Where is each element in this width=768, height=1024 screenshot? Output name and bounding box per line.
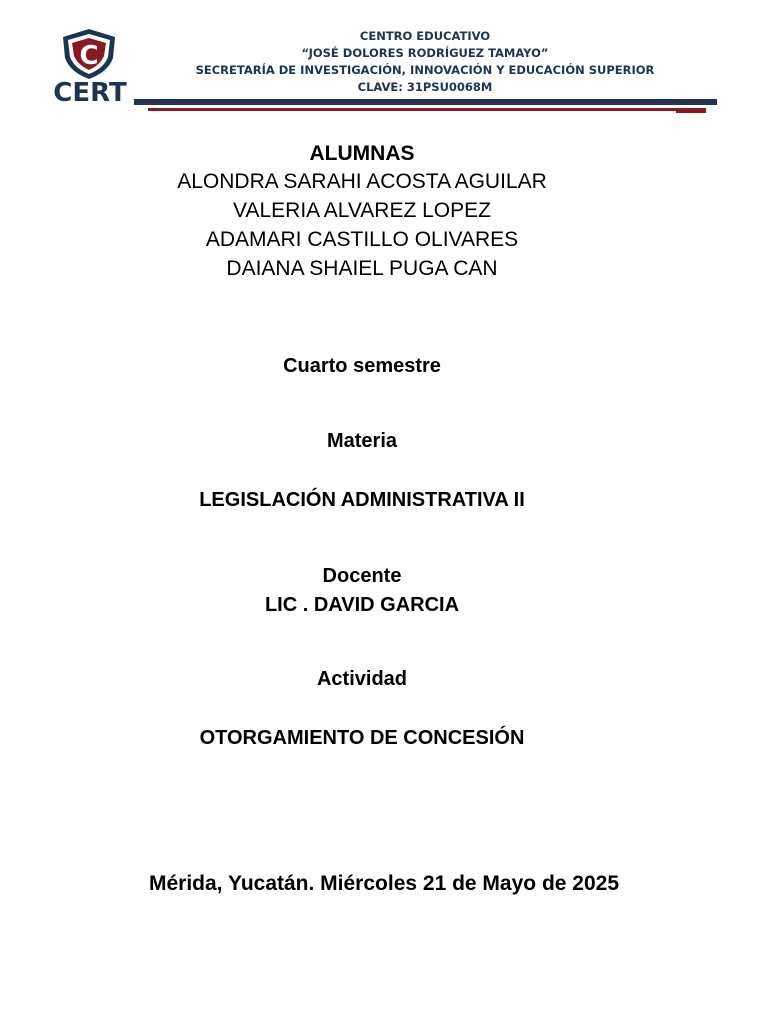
students-list bbox=[0, 167, 746, 283]
activity-value: OTORGAMIENTO DE CONCESIÓN bbox=[199, 727, 525, 749]
header-divider-blue bbox=[134, 99, 717, 105]
header-divider-red-accent bbox=[676, 108, 706, 113]
semester: Cuarto semestre bbox=[283, 355, 441, 377]
school-line: CLAVE: 31PSU0068M bbox=[357, 80, 493, 94]
student-name: VALERIA ALVAREZ LOPEZ bbox=[233, 199, 491, 222]
student-name: ADAMARI CASTILLO OLIVARES bbox=[205, 228, 519, 251]
subject-label: Materia bbox=[326, 430, 398, 452]
school-line: CENTRO EDUCATIVO bbox=[359, 29, 491, 43]
place-date: Mérida, Yucatán. Miércoles 21 de Mayo de 2025 bbox=[149, 872, 619, 895]
shield-icon bbox=[60, 28, 118, 80]
subject-value: LEGISLACIÓN ADMINISTRATIVA II bbox=[199, 489, 525, 511]
school-line: “JOSÉ DOLORES RODRÍGUEZ TAMAYO” bbox=[301, 46, 549, 60]
document-header bbox=[0, 0, 768, 120]
cert-logo bbox=[48, 26, 132, 110]
school-line: SECRETARÍA DE INVESTIGACIÓN, INNOVACIÓN Y EDUCACIÓN SUPERIOR bbox=[195, 63, 655, 77]
students-title: ALUMNAS bbox=[309, 142, 415, 165]
svg-text:C: C bbox=[79, 41, 99, 71]
activity-label: Actividad bbox=[316, 668, 408, 690]
header-divider-red bbox=[148, 108, 706, 111]
student-name: DAIANA SHAIEL PUGA CAN bbox=[226, 257, 498, 280]
school-info bbox=[140, 28, 710, 96]
logo-wordmark: CERT bbox=[53, 78, 127, 108]
teacher-label: Docente bbox=[322, 565, 402, 587]
teacher-value: LIC . DAVID GARCIA bbox=[264, 594, 460, 616]
student-name: ALONDRA SARAHI ACOSTA AGUILAR bbox=[177, 170, 547, 193]
